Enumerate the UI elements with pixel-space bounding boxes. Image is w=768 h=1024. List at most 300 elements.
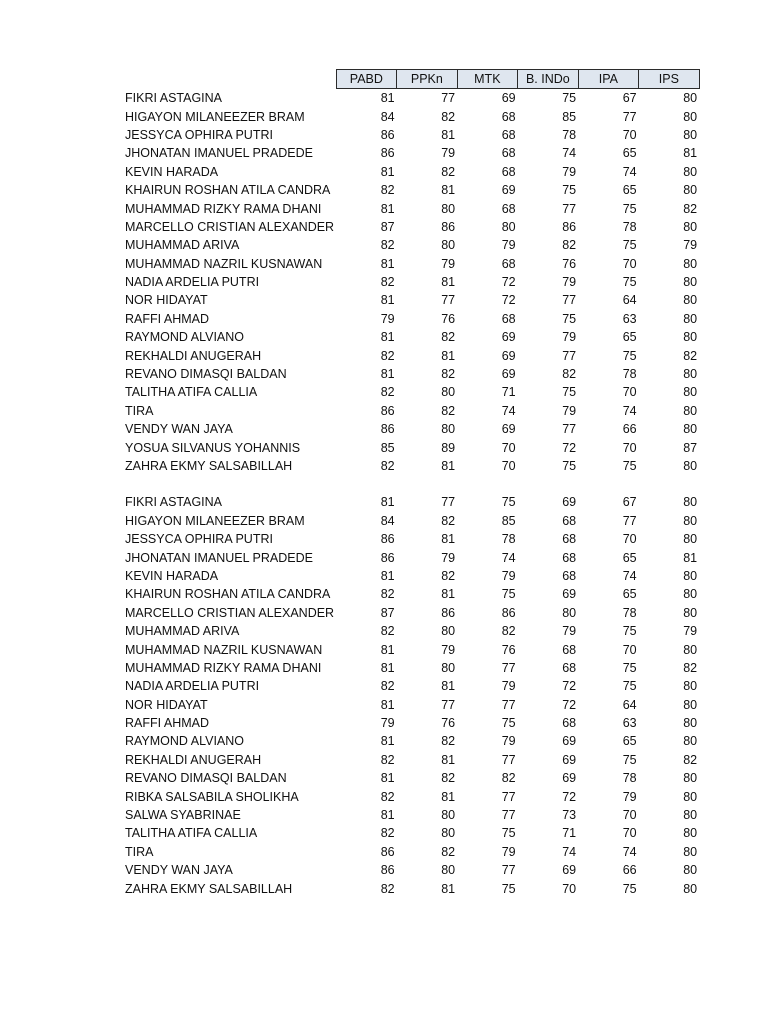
table-row — [120, 806, 699, 824]
score-ipa: 74 — [622, 164, 637, 179]
table-row — [120, 879, 699, 897]
table-row — [120, 640, 699, 658]
score-ppkn: 76 — [441, 716, 456, 731]
score-pabd: 82 — [380, 385, 395, 400]
score-mtk: 70 — [501, 459, 516, 473]
score-pabd: 86 — [380, 550, 395, 565]
score-ppkn: 82 — [441, 164, 456, 179]
score-ips: 80 — [683, 587, 698, 602]
score-ips: 80 — [683, 568, 698, 583]
score-b-indo: 77 — [562, 422, 577, 437]
score-ppkn: 77 — [441, 697, 456, 712]
student-name: RIBKA SALSABILA SHOLIKHA — [125, 789, 299, 804]
score-mtk: 82 — [501, 771, 516, 786]
score-b-indo: 86 — [562, 219, 577, 234]
table-row — [120, 199, 699, 217]
score-b-indo: 72 — [562, 679, 577, 694]
score-ipa: 63 — [622, 716, 637, 731]
table-row — [120, 273, 699, 291]
score-ips: 80 — [683, 109, 698, 124]
score-ipa: 75 — [622, 752, 637, 767]
score-b-indo: 72 — [562, 697, 577, 712]
score-b-indo: 75 — [562, 459, 577, 473]
score-mtk: 85 — [501, 513, 516, 528]
score-b-indo: 77 — [562, 201, 577, 216]
table-row — [120, 402, 699, 420]
score-b-indo: 71 — [562, 826, 577, 841]
score-b-indo: 69 — [562, 587, 577, 602]
score-b-indo: 74 — [562, 146, 577, 161]
score-ips: 80 — [683, 183, 698, 198]
table-row — [120, 383, 699, 401]
student-name: MARCELLO CRISTIAN ALEXANDER — [125, 605, 335, 620]
score-ipa: 74 — [622, 568, 637, 583]
score-ipa: 70 — [622, 127, 637, 142]
score-mtk: 77 — [501, 789, 516, 804]
score-ppkn: 77 — [441, 293, 456, 308]
table-row — [120, 548, 699, 566]
student-name: ZAHRA EKMY SALSABILLAH — [125, 881, 293, 896]
score-pabd: 81 — [380, 367, 395, 382]
table-row — [120, 181, 699, 199]
student-name: MUHAMMAD NAZRIL KUSNAWAN — [125, 642, 323, 657]
score-ipa: 75 — [622, 679, 637, 694]
score-ppkn: 81 — [441, 348, 456, 363]
score-ips: 80 — [683, 826, 698, 841]
score-ips: 80 — [683, 642, 698, 657]
student-name: VENDY WAN JAYA — [125, 422, 233, 437]
score-ips: 81 — [683, 550, 698, 565]
score-ppkn: 86 — [441, 605, 456, 620]
score-pabd: 81 — [380, 293, 395, 308]
score-b-indo: 68 — [562, 550, 577, 565]
score-ppkn: 81 — [441, 532, 456, 547]
score-ips: 80 — [683, 385, 698, 400]
student-name: NOR HIDAYAT — [125, 293, 208, 308]
score-ipa: 75 — [622, 459, 637, 473]
score-ipa: 78 — [622, 605, 637, 620]
score-b-indo: 85 — [562, 109, 577, 124]
score-ips: 80 — [683, 771, 698, 786]
score-ppkn: 81 — [441, 275, 456, 290]
score-ipa: 78 — [622, 367, 637, 382]
score-ppkn: 79 — [441, 550, 456, 565]
score-ipa: 70 — [622, 642, 637, 657]
score-ipa: 65 — [622, 587, 637, 602]
score-ppkn: 81 — [441, 459, 456, 473]
student-name: RAFFI AHMAD — [125, 311, 210, 326]
score-pabd: 87 — [380, 605, 395, 620]
score-ips: 80 — [683, 513, 698, 528]
table-row — [120, 89, 699, 108]
score-mtk: 68 — [501, 311, 516, 326]
score-ips: 80 — [683, 219, 698, 234]
score-pabd: 81 — [380, 771, 395, 786]
score-mtk: 74 — [501, 550, 516, 565]
score-ips: 80 — [683, 789, 698, 804]
score-ppkn: 79 — [441, 256, 456, 271]
table-row — [120, 236, 699, 254]
score-ips: 80 — [683, 863, 698, 878]
score-b-indo: 73 — [562, 808, 577, 823]
score-b-indo: 75 — [562, 311, 577, 326]
score-ipa: 70 — [622, 808, 637, 823]
score-ipa: 75 — [622, 201, 637, 216]
table-row — [120, 310, 699, 328]
student-name: RAFFI AHMAD — [125, 716, 210, 731]
score-ipa: 66 — [622, 863, 637, 878]
student-name: REVANO DIMASQI BALDAN — [125, 771, 287, 786]
score-ipa: 70 — [622, 532, 637, 547]
score-mtk: 74 — [501, 403, 516, 418]
score-b-indo: 80 — [562, 605, 577, 620]
score-ipa: 75 — [622, 660, 637, 675]
student-name: MUHAMMAD ARIVA — [125, 238, 240, 253]
header-mtk: MTK — [457, 70, 518, 89]
score-mtk: 77 — [501, 808, 516, 823]
score-pabd: 86 — [380, 127, 395, 142]
student-name: TIRA — [125, 844, 154, 859]
score-ppkn: 81 — [441, 183, 456, 198]
score-ips: 80 — [683, 679, 698, 694]
score-ips: 79 — [683, 238, 698, 253]
score-mtk: 79 — [501, 679, 516, 694]
score-ips: 80 — [683, 844, 698, 859]
score-ipa: 74 — [622, 844, 637, 859]
student-name: VENDY WAN JAYA — [125, 863, 233, 878]
score-ipa: 75 — [622, 881, 637, 896]
score-ipa: 74 — [622, 403, 637, 418]
score-ips: 80 — [683, 459, 698, 473]
score-mtk: 72 — [501, 275, 516, 290]
score-ipa: 65 — [622, 734, 637, 749]
table-row — [120, 346, 699, 364]
score-ipa: 64 — [622, 697, 637, 712]
student-name: REKHALDI ANUGERAH — [125, 752, 262, 767]
score-pabd: 86 — [380, 403, 395, 418]
student-name: KHAIRUN ROSHAN ATILA CANDRA — [125, 183, 331, 198]
student-name: KEVIN HARADA — [125, 568, 219, 583]
score-pabd: 82 — [380, 624, 395, 639]
score-b-indo: 79 — [562, 275, 577, 290]
student-name: NADIA ARDELIA PUTRI — [125, 275, 260, 290]
score-ips: 80 — [683, 164, 698, 179]
score-ips: 80 — [683, 311, 698, 326]
score-pabd: 82 — [380, 238, 395, 253]
header-b-indo: B. INDo — [518, 70, 579, 89]
student-name: TALITHA ATIFA CALLIA — [125, 385, 258, 400]
score-ipa: 67 — [622, 495, 637, 510]
score-b-indo: 69 — [562, 752, 577, 767]
score-ips: 80 — [683, 697, 698, 712]
score-ipa: 75 — [622, 348, 637, 363]
score-pabd: 82 — [380, 587, 395, 602]
table-row — [120, 512, 699, 530]
section-gap — [120, 475, 699, 493]
score-b-indo: 68 — [562, 568, 577, 583]
score-b-indo: 75 — [562, 91, 577, 106]
score-b-indo: 69 — [562, 771, 577, 786]
score-pabd: 81 — [380, 808, 395, 823]
score-mtk: 79 — [501, 238, 516, 253]
score-ipa: 64 — [622, 293, 637, 308]
score-pabd: 81 — [380, 660, 395, 675]
score-ipa: 65 — [622, 183, 637, 198]
table-row — [120, 530, 699, 548]
score-pabd: 82 — [380, 459, 395, 473]
score-mtk: 72 — [501, 293, 516, 308]
student-name: REVANO DIMASQI BALDAN — [125, 367, 287, 382]
table-row — [120, 126, 699, 144]
score-mtk: 68 — [501, 109, 516, 124]
score-b-indo: 68 — [562, 642, 577, 657]
score-ppkn: 80 — [441, 385, 456, 400]
score-ips: 80 — [683, 256, 698, 271]
score-pabd: 86 — [380, 422, 395, 437]
table-row — [120, 824, 699, 842]
score-ppkn: 82 — [441, 771, 456, 786]
score-mtk: 86 — [501, 605, 516, 620]
score-ppkn: 77 — [441, 495, 456, 510]
score-pabd: 85 — [380, 440, 395, 455]
table-row — [120, 291, 699, 309]
score-ppkn: 81 — [441, 789, 456, 804]
score-b-indo: 82 — [562, 238, 577, 253]
table-row — [120, 328, 699, 346]
score-b-indo: 68 — [562, 716, 577, 731]
table-row — [120, 438, 699, 456]
score-ipa: 67 — [622, 91, 637, 106]
score-ppkn: 80 — [441, 808, 456, 823]
score-b-indo: 70 — [562, 881, 577, 896]
table-row — [120, 677, 699, 695]
score-mtk: 77 — [501, 660, 516, 675]
table-row — [120, 420, 699, 438]
header-ips: IPS — [639, 70, 700, 89]
score-pabd: 81 — [380, 256, 395, 271]
header-pabd: PABD — [336, 70, 397, 89]
score-ipa: 65 — [622, 330, 637, 345]
score-ppkn: 80 — [441, 660, 456, 675]
score-ppkn: 80 — [441, 624, 456, 639]
score-pabd: 81 — [380, 568, 395, 583]
grades-table — [120, 69, 700, 898]
score-ppkn: 81 — [441, 881, 456, 896]
student-name: HIGAYON MILANEEZER BRAM — [125, 513, 305, 528]
score-ppkn: 81 — [441, 587, 456, 602]
score-ipa: 77 — [622, 513, 637, 528]
score-pabd: 81 — [380, 330, 395, 345]
score-mtk: 75 — [501, 716, 516, 731]
score-ipa: 70 — [622, 440, 637, 455]
header-blank — [120, 70, 336, 89]
score-ipa: 66 — [622, 422, 637, 437]
score-ipa: 79 — [622, 789, 637, 804]
score-mtk: 77 — [501, 752, 516, 767]
score-b-indo: 74 — [562, 844, 577, 859]
student-name: MUHAMMAD RIZKY RAMA DHANI — [125, 660, 322, 675]
score-mtk: 68 — [501, 164, 516, 179]
score-pabd: 86 — [380, 146, 395, 161]
score-ipa: 63 — [622, 311, 637, 326]
score-pabd: 82 — [380, 752, 395, 767]
score-ips: 82 — [683, 348, 698, 363]
table-row — [120, 457, 699, 475]
score-ppkn: 82 — [441, 844, 456, 859]
score-ppkn: 80 — [441, 201, 456, 216]
student-name: JHONATAN IMANUEL PRADEDE — [125, 550, 313, 565]
score-ipa: 65 — [622, 146, 637, 161]
table-row — [120, 622, 699, 640]
score-ips: 80 — [683, 91, 698, 106]
score-b-indo: 69 — [562, 863, 577, 878]
score-ips: 80 — [683, 367, 698, 382]
student-name: MARCELLO CRISTIAN ALEXANDER — [125, 219, 335, 234]
score-ppkn: 82 — [441, 568, 456, 583]
table-row — [120, 861, 699, 879]
student-name: FIKRI ASTAGINA — [125, 90, 223, 105]
score-mtk: 79 — [501, 568, 516, 583]
score-b-indo: 69 — [562, 734, 577, 749]
score-mtk: 68 — [501, 256, 516, 271]
score-ips: 80 — [683, 330, 698, 345]
score-pabd: 84 — [380, 513, 395, 528]
score-b-indo: 79 — [562, 164, 577, 179]
score-b-indo: 69 — [562, 495, 577, 510]
score-ips: 81 — [683, 146, 698, 161]
table-row — [120, 787, 699, 805]
score-b-indo: 68 — [562, 532, 577, 547]
table-row — [120, 365, 699, 383]
score-b-indo: 78 — [562, 127, 577, 142]
student-name: KHAIRUN ROSHAN ATILA CANDRA — [125, 587, 331, 602]
table-row — [120, 769, 699, 787]
score-ppkn: 76 — [441, 311, 456, 326]
score-mtk: 68 — [501, 127, 516, 142]
score-ppkn: 86 — [441, 219, 456, 234]
score-pabd: 82 — [380, 183, 395, 198]
score-pabd: 79 — [380, 716, 395, 731]
score-pabd: 86 — [380, 532, 395, 547]
score-ipa: 70 — [622, 256, 637, 271]
score-mtk: 79 — [501, 844, 516, 859]
score-ppkn: 81 — [441, 127, 456, 142]
score-b-indo: 72 — [562, 789, 577, 804]
score-ips: 82 — [683, 660, 698, 675]
score-ppkn: 77 — [441, 91, 456, 106]
score-mtk: 79 — [501, 734, 516, 749]
score-ppkn: 79 — [441, 146, 456, 161]
score-pabd: 87 — [380, 219, 395, 234]
score-mtk: 69 — [501, 91, 516, 106]
grade-sheet — [120, 69, 700, 898]
student-name: JHONATAN IMANUEL PRADEDE — [125, 146, 313, 161]
score-mtk: 69 — [501, 367, 516, 382]
score-mtk: 75 — [501, 495, 516, 510]
header-row — [120, 70, 699, 89]
table-row — [120, 255, 699, 273]
score-ips: 80 — [683, 293, 698, 308]
score-ips: 80 — [683, 881, 698, 896]
score-ipa: 70 — [622, 826, 637, 841]
score-ipa: 75 — [622, 624, 637, 639]
score-ppkn: 82 — [441, 109, 456, 124]
table-row — [120, 144, 699, 162]
score-ppkn: 79 — [441, 642, 456, 657]
score-ppkn: 80 — [441, 826, 456, 841]
score-ips: 80 — [683, 275, 698, 290]
score-ipa: 77 — [622, 109, 637, 124]
score-mtk: 77 — [501, 863, 516, 878]
score-ppkn: 80 — [441, 238, 456, 253]
score-mtk: 69 — [501, 330, 516, 345]
student-name: RAYMOND ALVIANO — [125, 734, 245, 749]
score-ppkn: 82 — [441, 330, 456, 345]
score-ppkn: 81 — [441, 679, 456, 694]
header-ipa: IPA — [578, 70, 639, 89]
score-mtk: 71 — [501, 385, 516, 400]
score-ips: 80 — [683, 422, 698, 437]
score-ppkn: 89 — [441, 440, 456, 455]
score-pabd: 82 — [380, 826, 395, 841]
score-ipa: 75 — [622, 275, 637, 290]
table-row — [120, 107, 699, 125]
score-ips: 80 — [683, 605, 698, 620]
table-row — [120, 659, 699, 677]
score-mtk: 80 — [501, 219, 516, 234]
score-ppkn: 80 — [441, 422, 456, 437]
score-pabd: 82 — [380, 275, 395, 290]
score-pabd: 84 — [380, 109, 395, 124]
table-row — [120, 696, 699, 714]
student-name: KEVIN HARADA — [125, 164, 219, 179]
score-ipa: 70 — [622, 385, 637, 400]
score-mtk: 75 — [501, 587, 516, 602]
student-name: REKHALDI ANUGERAH — [125, 348, 262, 363]
score-b-indo: 79 — [562, 624, 577, 639]
score-ips: 80 — [683, 403, 698, 418]
score-b-indo: 76 — [562, 256, 577, 271]
score-b-indo: 68 — [562, 660, 577, 675]
score-pabd: 81 — [380, 164, 395, 179]
score-pabd: 82 — [380, 881, 395, 896]
score-ips: 80 — [683, 734, 698, 749]
student-name: TIRA — [125, 403, 154, 418]
score-b-indo: 82 — [562, 367, 577, 382]
score-pabd: 81 — [380, 642, 395, 657]
student-name: ZAHRA EKMY SALSABILLAH — [125, 459, 293, 473]
score-ips: 80 — [683, 127, 698, 142]
score-b-indo: 79 — [562, 403, 577, 418]
score-ips: 82 — [683, 201, 698, 216]
score-ipa: 75 — [622, 238, 637, 253]
student-name: MUHAMMAD RIZKY RAMA DHANI — [125, 201, 322, 216]
table-row — [120, 163, 699, 181]
student-name: YOSUA SILVANUS YOHANNIS — [125, 440, 301, 455]
student-name: JESSYCA OPHIRA PUTRI — [125, 532, 273, 547]
score-mtk: 69 — [501, 183, 516, 198]
score-mtk: 68 — [501, 146, 516, 161]
table-row — [120, 218, 699, 236]
score-b-indo: 75 — [562, 183, 577, 198]
score-ips: 87 — [683, 440, 698, 455]
score-pabd: 81 — [380, 697, 395, 712]
student-name: FIKRI ASTAGINA — [125, 495, 223, 510]
score-pabd: 79 — [380, 311, 395, 326]
score-b-indo: 77 — [562, 293, 577, 308]
score-ips: 82 — [683, 752, 698, 767]
score-b-indo: 75 — [562, 385, 577, 400]
